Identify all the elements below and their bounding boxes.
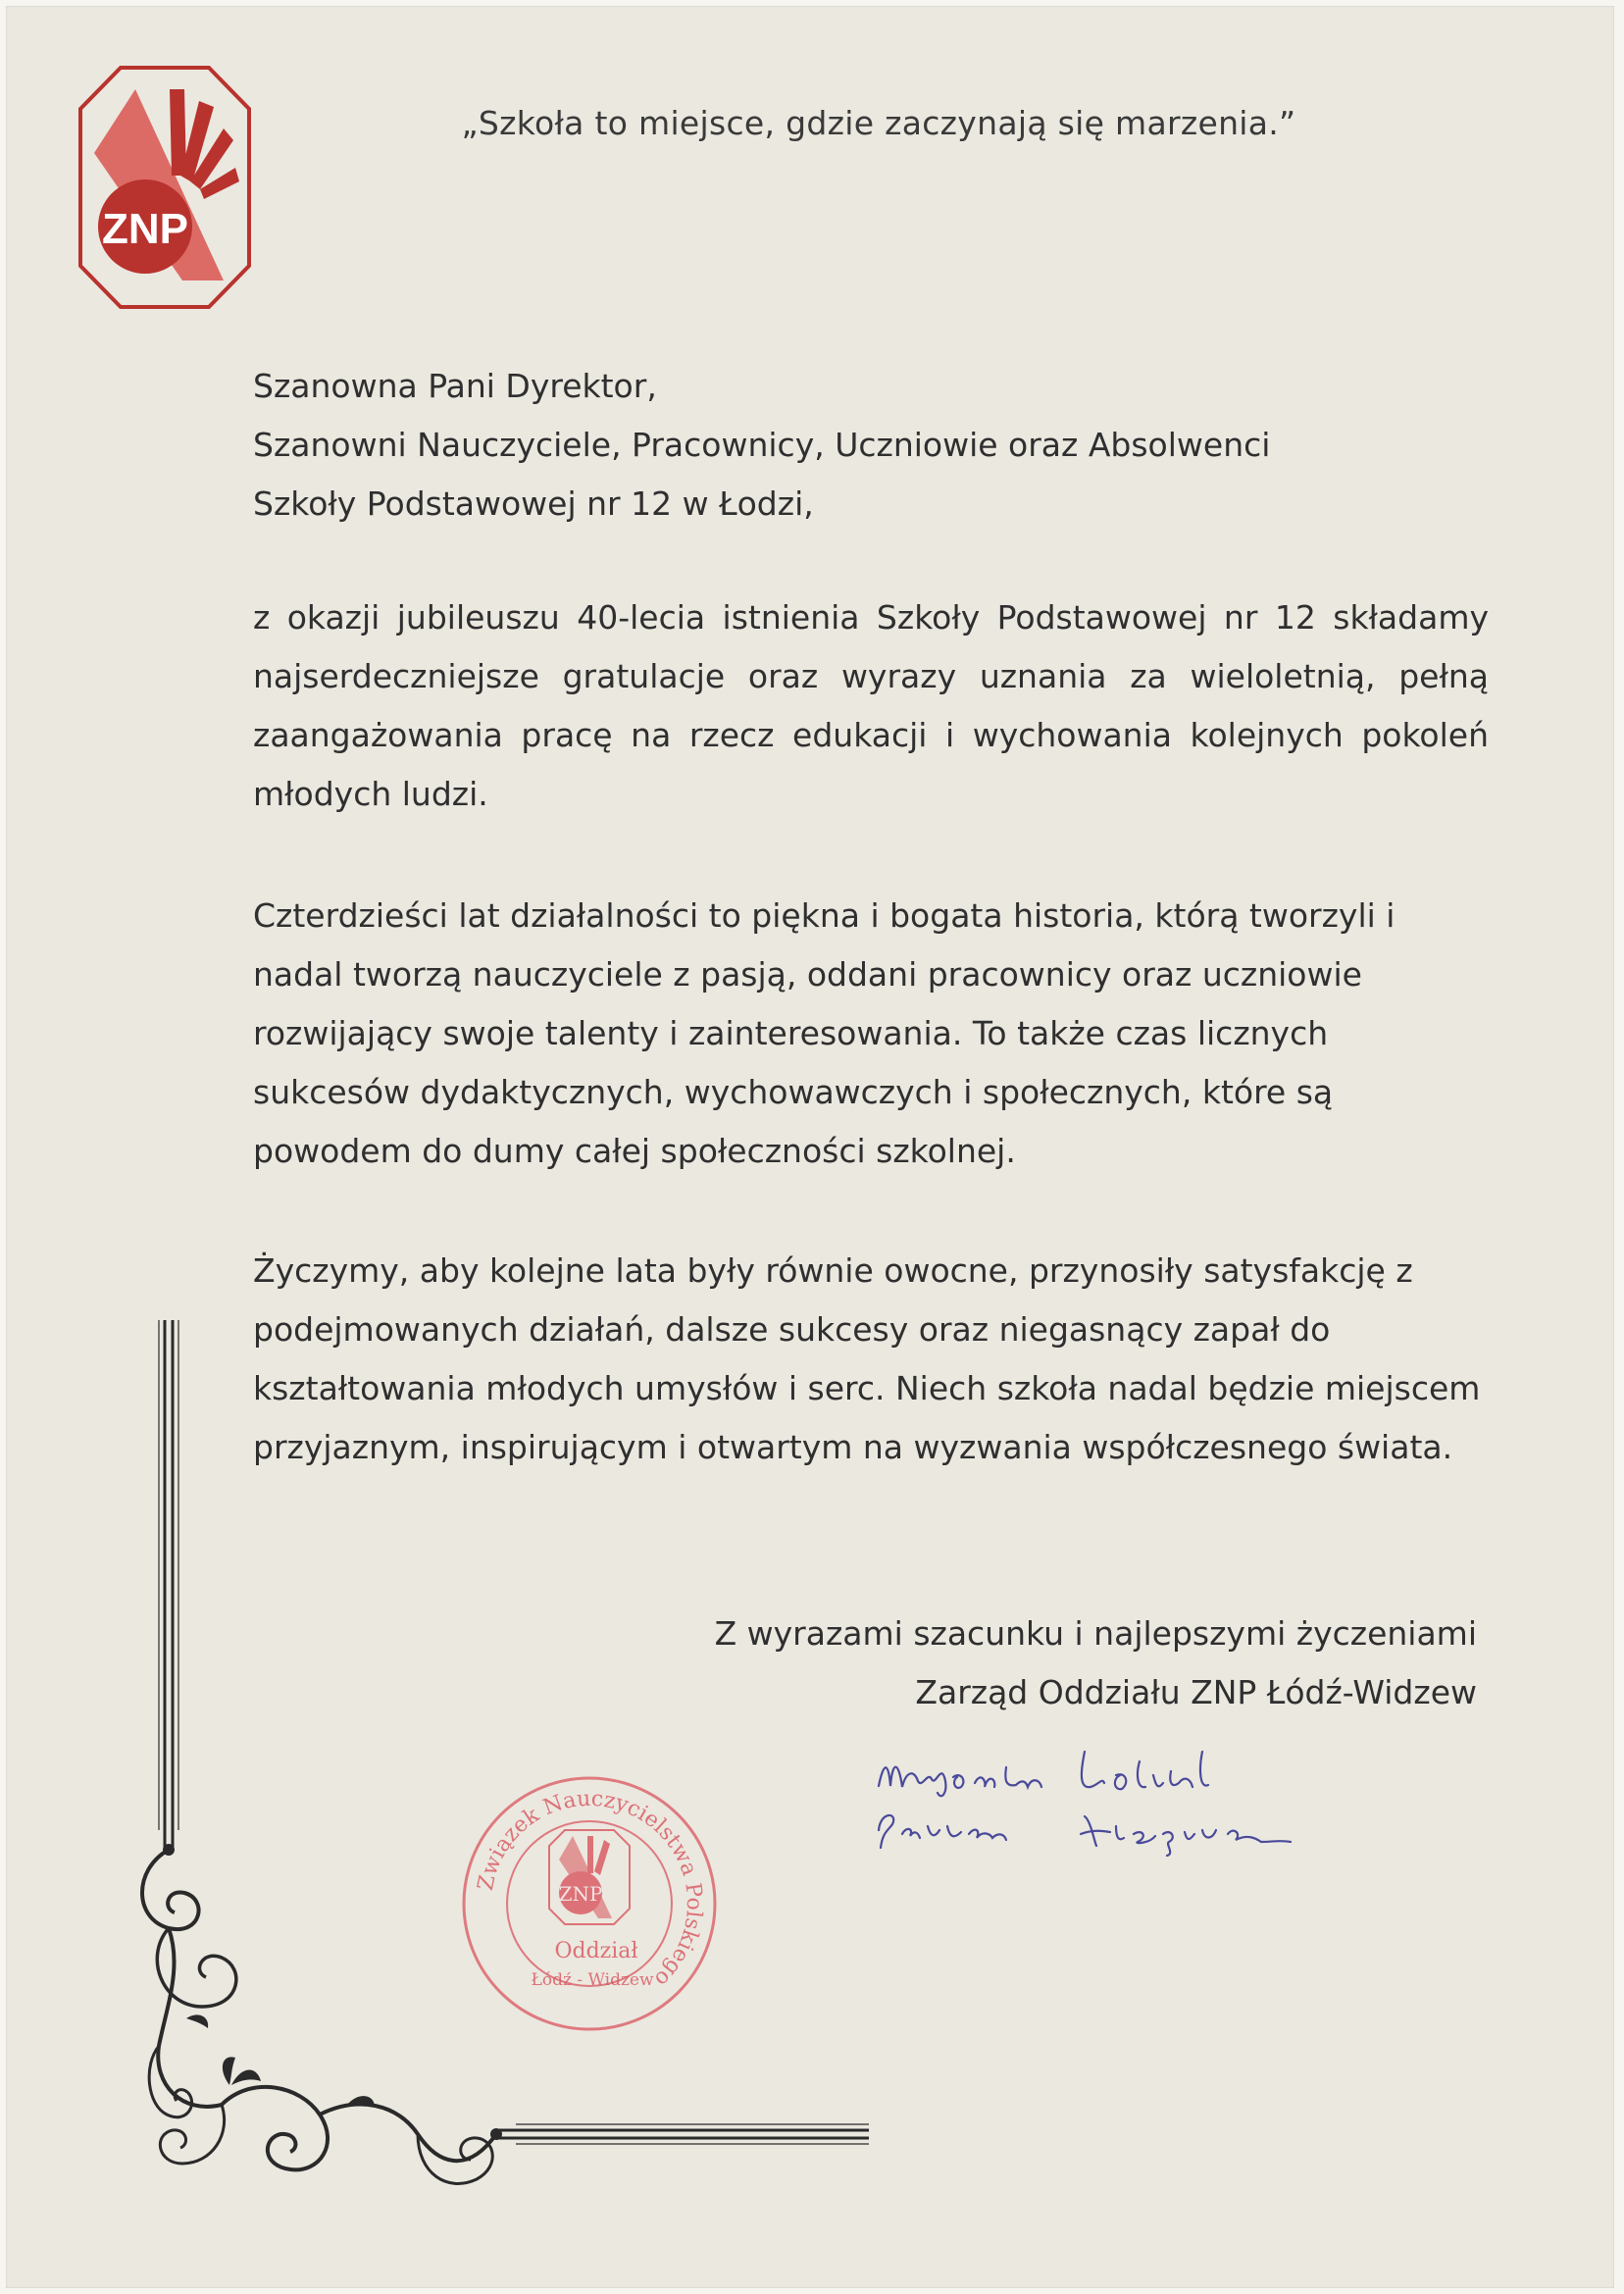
znp-logo xyxy=(76,60,253,315)
paragraph-wishes: Życzymy, aby kolejne lata były równie owocne, przynosiły satysfakcję z podejmowanych działań, dalsze sukcesy oraz niegasnący zapał do kształtowania młodych umysłów i serc. Niech szkoła nadal będzie miejscem przyjaznym, inspirującym i otwartym na wyzwania współczesnego świata. xyxy=(253,1251,1481,1466)
salutation xyxy=(253,357,1489,534)
handwritten-signatures xyxy=(859,1732,1310,1860)
motto: „Szkoła to miejsce, gdzie zaczynają się marzenia.” xyxy=(461,104,1296,142)
letter-page xyxy=(6,6,1614,2288)
stamp-inner-bottom: Łódź - Widzew xyxy=(531,1970,654,1990)
paragraph-history: Czterdzieści lat działalności to piękna i bogata historia, którą tworzyli i nadal tworzą nauczyciele z pasją, oddani pracownicy oraz uczniowie rozwijający swoje talenty i zainteresowania. To także czas licznych sukcesów dydaktycznych, wychowawczych i społecznych, które są powodem do dumy całej społeczności szkolnej. xyxy=(253,896,1396,1170)
closing-sender: Zarząd Oddziału ZNP Łódź-Widzew xyxy=(915,1673,1477,1711)
salutation-line: Szanowna Pani Dyrektor, xyxy=(253,367,657,405)
stamp-center-text: ZNP xyxy=(558,1882,603,1906)
paragraph-congratulations: z okazji jubileuszu 40-lecia istnienia Szkoły Podstawowej nr 12 składamy najserdeczniejsze gratulacje oraz wyrazy uznania za wieloletnią, pełną zaangażowania pracę na rzecz edukacji i wychowania kolejnych pokoleń młodych ludzi. xyxy=(253,598,1489,813)
svg-text:ZNP: ZNP xyxy=(102,205,188,253)
stamp-ring-text: Związek Nauczycielstwa Polskiego xyxy=(473,1786,707,1992)
closing-line: Z wyrazami szacunku i najlepszymi życzeniami xyxy=(714,1614,1477,1653)
stamp-inner-top: Oddział xyxy=(554,1939,638,1963)
salutation-line: Szanowni Nauczyciele, Pracownicy, Uczniowie oraz Absolwenci xyxy=(253,426,1271,464)
salutation-line: Szkoły Podstawowej nr 12 w Łodzi, xyxy=(253,484,814,523)
corner-ornament xyxy=(124,1320,869,2203)
